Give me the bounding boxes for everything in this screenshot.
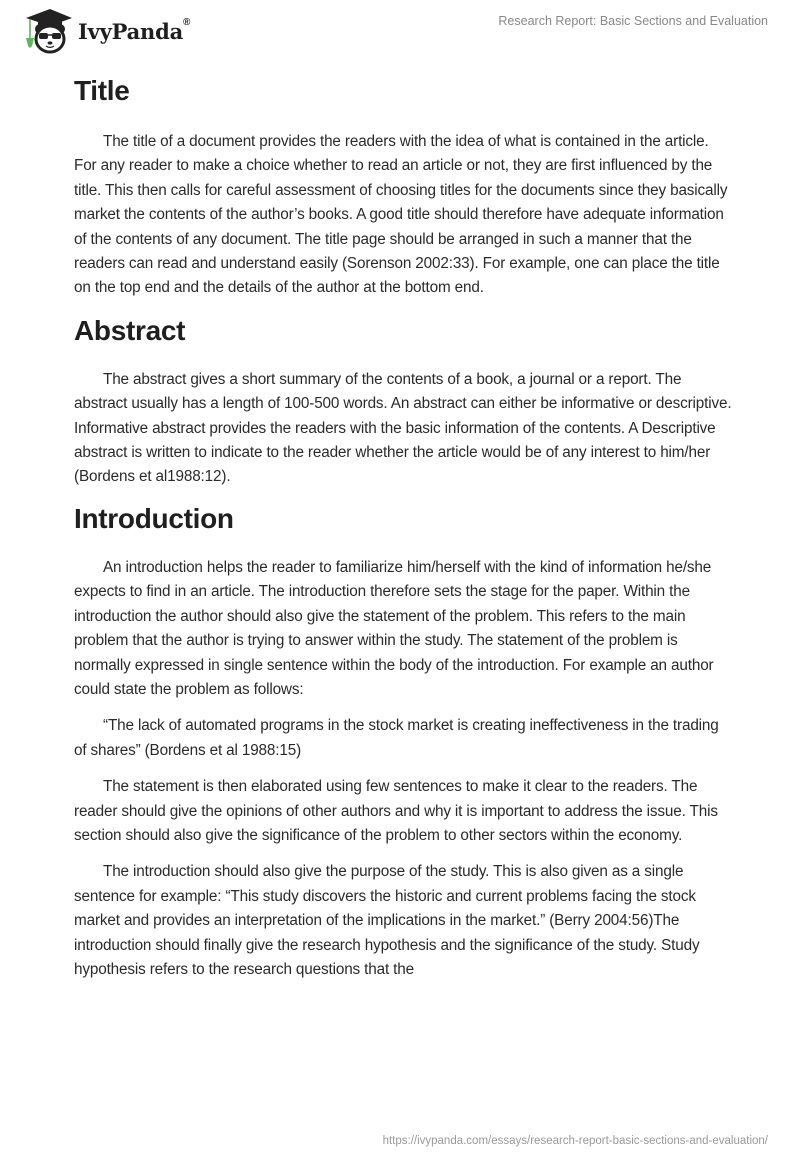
paragraph: The title of a document provides the readers with the idea of what is contained in the article. For any reader to make a choice whether to read an article or not, they are first influenced by the title. This then calls for careful assessment of choosing titles for the documents since they basically market the contents of the author’s books. A good title should therefore have adequate information of the contents of any document. The title page should be arranged in such a manner that the readers can read and understand easily (Sorenson 2002:33). For example, one can place the title on the top end and the details of the author at the bottom end. (74, 133, 728, 297)
section-introduction (74, 500, 734, 983)
document-title: Research Report: Basic Sections and Evaluation (498, 14, 768, 28)
section-heading: Introduction (74, 502, 234, 534)
section-title (74, 72, 734, 301)
quote-paragraph: “The lack of automated programs in the stock market is creating ineffectiveness in the trading of shares” (Bordens et al 1988:15) (74, 717, 719, 759)
article-body (74, 72, 734, 982)
paragraph: The introduction should also give the purpose of the study. This is also given as a single sentence for example: “This study discovers the historic and current problems facing the stock market and provides an interpretation of the implications in the market.” (Berry 2004:56)The introduction should finally give the research hypothesis and the significance of the study. Study hypothesis refers to the research questions that the (74, 863, 700, 978)
paragraph: The abstract gives a short summary of the contents of a book, a journal or a report. The abstract usually has a length of 100-500 words. An abstract can either be informative or descriptive. Informative abstract provides the readers with the basic information of the contents. A Descriptive abstract is written to indicate to the reader whether the article would be of any interest to him/her (Bordens et al1988:12). (74, 370, 732, 486)
section-heading: Title (74, 75, 130, 106)
logo-text: IvyPanda® (78, 16, 191, 44)
section-heading: Abstract (74, 314, 186, 346)
section-abstract (74, 312, 734, 490)
paragraph: The statement is then elaborated using few sentences to make it clear to the readers. The reader should give the opinions of other authors and why it is important to address the issue. This section should also give the significance of the problem to other sectors within the economy. (74, 778, 718, 844)
ivypanda-logo[interactable] (22, 6, 190, 54)
panda-graduate-icon (22, 6, 74, 54)
page-header (0, 0, 800, 60)
source-url[interactable]: https://ivypanda.com/essays/research-report-basic-sections-and-evaluation/ (382, 1135, 768, 1147)
paragraph: An introduction helps the reader to familiarize him/herself with the kind of information he/she expects to find in an article. The introduction therefore sets the stage for the paper. Within the introduction the author should also give the statement of the problem. This refers to the main problem that the author is trying to answer within the study. The statement of the problem is normally expressed in single sentence within the body of the introduction. For example an author could state the problem as follows: (74, 558, 714, 698)
